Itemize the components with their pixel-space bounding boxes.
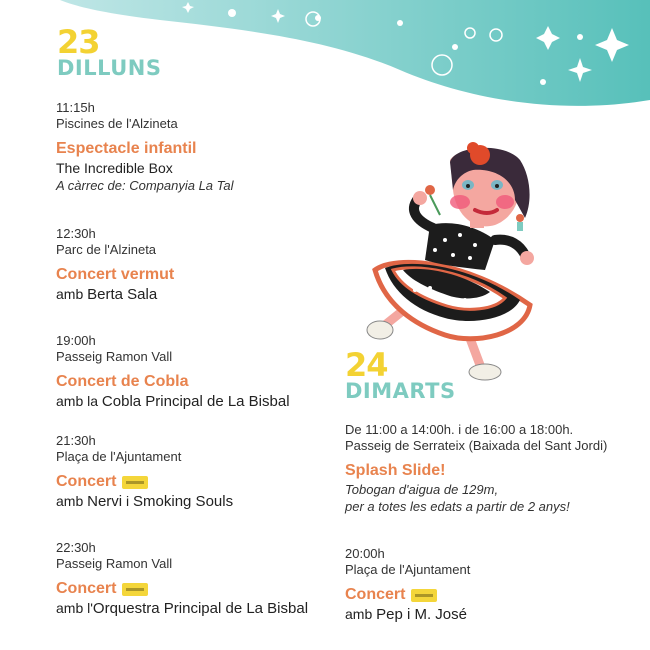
ticket-icon <box>122 583 148 596</box>
event-place: Passeig Ramon Vall <box>56 556 173 571</box>
event-detail: A càrrec de: Companyia La Tal <box>56 178 234 193</box>
event-title: Concert <box>56 472 346 492</box>
event-place: Passeig de Serrateix (Baixada del Sant Jordi) <box>345 438 608 453</box>
event-time: 20:00h <box>345 546 385 561</box>
performer-name: Pep i M. José <box>376 606 467 623</box>
event-detail: per a totes les edats a partir de 2 anys! <box>345 499 570 514</box>
event-2 <box>56 226 346 304</box>
performer-name: Cobla Principal de La Bisbal <box>101 393 290 410</box>
performer-name: Berta Sala <box>87 286 158 303</box>
event-title: Concert vermut <box>56 266 175 283</box>
event-place: Passeig Ramon Vall <box>56 349 173 364</box>
event-place: Parc de l'Alzineta <box>56 242 157 257</box>
day1-name: DILLUNS <box>57 56 162 80</box>
ticket-icon <box>122 476 148 489</box>
event-time: 12:30h <box>56 226 96 241</box>
ticket-icon <box>411 589 437 602</box>
event-line: amb l'Orquestra Principal de La Bisbal <box>56 600 309 617</box>
event-title: Espectacle infantil <box>56 140 197 157</box>
event-time: 11:15h <box>56 100 95 115</box>
event-6 <box>345 422 645 515</box>
event-place: Plaça de l'Ajuntament <box>345 562 471 577</box>
event-line: amb Berta Sala <box>56 286 158 303</box>
event-detail: Tobogan d'aigua de 129m, <box>345 482 499 497</box>
event-time: 22:30h <box>56 540 96 555</box>
event-title: Concert <box>345 585 645 605</box>
performer-name: Nervi <box>87 493 123 510</box>
day1-number: 23 <box>57 23 100 61</box>
event-time: 19:00h <box>56 333 96 348</box>
event-5 <box>56 540 346 618</box>
event-line: amb la Cobla Principal de La Bisbal <box>56 393 290 410</box>
event-time: 21:30h <box>56 433 96 448</box>
performer-name: Smoking Souls <box>133 493 234 510</box>
event-3 <box>56 333 346 411</box>
event-place: Plaça de l'Ajuntament <box>56 449 182 464</box>
event-line: The Incredible Box <box>56 160 173 176</box>
event-title: Concert de Cobla <box>56 373 189 390</box>
event-time: De 11:00 a 14:00h. i de 16:00 a 18:00h. <box>345 422 574 437</box>
event-title: Splash Slide! <box>345 462 446 479</box>
event-place: Piscines de l'Alzineta <box>56 116 178 131</box>
event-title: Concert <box>56 579 346 599</box>
event-1 <box>56 100 346 194</box>
event-line: amb Nervi i Smoking Souls <box>56 493 234 510</box>
performer-name: Orquestra Principal de La Bisbal <box>92 600 309 617</box>
event-4 <box>56 433 346 511</box>
event-line: amb Pep i M. José <box>345 606 467 623</box>
day2-number: 24 <box>345 346 388 384</box>
event-7 <box>345 546 645 624</box>
day2-name: DIMARTS <box>345 379 456 403</box>
